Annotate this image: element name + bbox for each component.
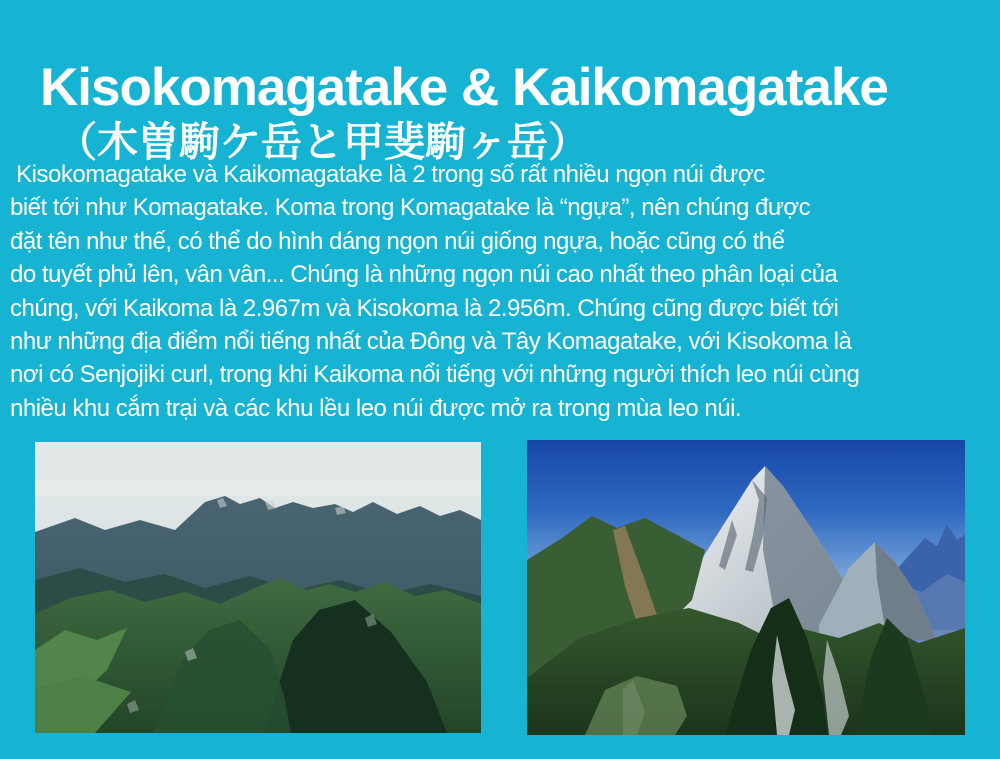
paragraph-line: biết tới như Komagatake. Koma trong Komagatake là “ngựa”, nên chúng được bbox=[10, 194, 811, 222]
page-title: Kisokomagatake & Kaikomagatake bbox=[40, 57, 888, 117]
page-subtitle-japanese: （木曽駒ケ岳と甲斐駒ヶ岳） bbox=[56, 119, 589, 166]
cloud-band bbox=[35, 480, 481, 496]
paragraph-line: nơi có Senjojiki curl, trong khi Kaikoma nổi tiếng với những người thích leo núi cùng bbox=[10, 361, 860, 389]
kaikomagatake-photo bbox=[527, 440, 965, 735]
kisokomagatake-photo-art bbox=[35, 442, 481, 733]
paragraph-line: chúng, với Kaikoma là 2.967m và Kisokoma là 2.956m. Chúng cũng được biết tới bbox=[10, 294, 839, 322]
description-paragraph bbox=[10, 158, 985, 425]
kaikomagatake-photo-art bbox=[527, 440, 965, 735]
paragraph-line: đặt tên như thế, có thể do hình dáng ngọn núi giống ngựa, hoặc cũng có thể bbox=[10, 227, 785, 255]
paragraph-line: nhiều khu cắm trại và các khu lều leo núi được mở ra trong mùa leo núi. bbox=[10, 394, 742, 422]
paragraph-line: Kisokomagatake và Kaikomagatake là 2 trong số rất nhiều ngọn núi được bbox=[10, 161, 765, 188]
kisokomagatake-photo bbox=[35, 442, 481, 733]
paragraph-line: do tuyết phủ lên, vân vân... Chúng là những ngọn núi cao nhất theo phân loại của bbox=[10, 261, 838, 289]
paragraph-line: như những địa điểm nổi tiếng nhất của Đông và Tây Komagatake, với Kisokoma là bbox=[10, 328, 852, 356]
